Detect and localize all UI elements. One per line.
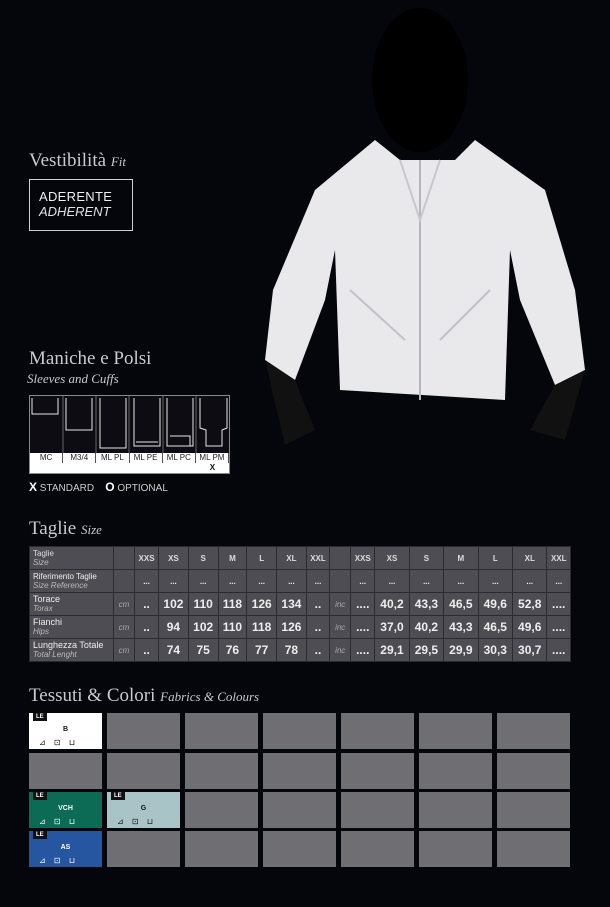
size-value: 40,2 <box>375 593 409 616</box>
size-value: 29,9 <box>444 639 478 662</box>
size-value: .... <box>547 639 571 662</box>
size-value: 77 <box>247 639 277 662</box>
empty-fabric-slot <box>263 792 336 828</box>
size-col-head: XXL <box>547 547 571 570</box>
unit-inc: inc <box>330 639 351 662</box>
size-row-label <box>30 639 114 662</box>
size-value: .... <box>351 593 375 616</box>
empty-fabric-slot <box>263 753 336 789</box>
unit-inc: inc <box>330 616 351 639</box>
fit-value-en: ADHERENT <box>39 204 111 219</box>
size-value: .. <box>306 639 329 662</box>
fabric-swatch[interactable] <box>29 792 102 828</box>
swatch-code: AS <box>60 844 71 851</box>
swatch-tag: LE <box>33 831 47 839</box>
size-value: ... <box>135 570 159 593</box>
sleeve-mark <box>30 463 63 473</box>
size-value: .... <box>547 616 571 639</box>
size-value: 118 <box>218 593 247 616</box>
sleeve-option-labels <box>30 453 229 463</box>
sleeve-mark <box>163 463 196 473</box>
legend-standard: STANDARD <box>39 483 95 494</box>
swatch-tag: LE <box>111 792 125 800</box>
size-header-label <box>30 547 114 570</box>
empty-fabric-slot <box>419 713 492 749</box>
swatch-tag: LE <box>33 713 47 721</box>
empty-fabric-slot <box>497 753 570 789</box>
unit-inc <box>330 570 351 593</box>
unit-cell <box>114 547 135 570</box>
jacket-photo <box>255 0 610 450</box>
sizes-title-en: Size <box>80 522 102 537</box>
size-value: ... <box>513 570 547 593</box>
size-value: 46,5 <box>444 593 478 616</box>
legend-o: O <box>105 480 115 494</box>
size-value: 43,3 <box>444 616 478 639</box>
sleeve-legend <box>29 480 168 494</box>
unit-cm <box>114 570 135 593</box>
sleeve-option-ml-pl: ML PL <box>96 453 129 463</box>
empty-fabric-slot <box>419 831 492 867</box>
size-value: 102 <box>159 593 189 616</box>
size-row-label-it: Fianchi <box>33 617 63 627</box>
size-row-label-en: Hips <box>33 627 50 636</box>
size-value: .. <box>135 639 159 662</box>
fit-box <box>29 179 133 231</box>
size-value: .. <box>135 616 159 639</box>
size-value: .... <box>351 616 375 639</box>
size-value: 78 <box>277 639 307 662</box>
size-value: 94 <box>159 616 189 639</box>
legend-optional: OPTIONAL <box>117 483 168 494</box>
size-value: 40,2 <box>409 616 443 639</box>
size-header-label-it: Taglie <box>33 549 54 558</box>
size-value: ... <box>375 570 409 593</box>
size-value: .. <box>135 593 159 616</box>
care-icons: ⊿ ⊡ ⊔ <box>39 817 79 826</box>
size-value: .. <box>306 616 329 639</box>
fit-title-en: Fit <box>110 154 126 169</box>
size-value: .... <box>351 639 375 662</box>
fabric-swatch[interactable] <box>107 792 180 828</box>
size-value: 37,0 <box>375 616 409 639</box>
sleeve-option-mc: MC <box>30 453 63 463</box>
size-col-head: M <box>444 547 478 570</box>
size-row-label-it: Lunghezza Totale <box>33 640 104 650</box>
size-value: 49,6 <box>513 616 547 639</box>
empty-fabric-slot <box>341 753 414 789</box>
empty-fabric-slot <box>185 753 258 789</box>
size-value: 49,6 <box>478 593 512 616</box>
legend-x: X <box>29 480 38 494</box>
empty-fabric-slot <box>185 792 258 828</box>
size-value: 74 <box>159 639 189 662</box>
size-value: 52,8 <box>513 593 547 616</box>
size-value: ... <box>277 570 307 593</box>
unit-cm: cm <box>114 593 135 616</box>
size-value: ... <box>409 570 443 593</box>
sleeve-mark <box>130 463 163 473</box>
size-col-head: XL <box>513 547 547 570</box>
unit-cm: cm <box>114 616 135 639</box>
sleeves-subtitle: Sleeves and Cuffs <box>27 371 119 386</box>
size-row-label-en: Torax <box>33 604 53 613</box>
size-value: ... <box>478 570 512 593</box>
sleeve-drawings <box>30 396 229 453</box>
size-value: ... <box>218 570 247 593</box>
unit-inc: inc <box>330 593 351 616</box>
size-col-head: XXL <box>306 547 329 570</box>
empty-fabric-slot <box>419 792 492 828</box>
size-value: 43,3 <box>409 593 443 616</box>
empty-fabric-slot <box>341 792 414 828</box>
size-value: ... <box>306 570 329 593</box>
size-row-label <box>30 570 114 593</box>
sizes-title-it: Taglie <box>29 518 77 539</box>
size-value: 30,3 <box>478 639 512 662</box>
empty-fabric-slot <box>107 831 180 867</box>
size-value: .. <box>306 593 329 616</box>
swatch-code: B <box>62 726 69 733</box>
size-header-row <box>30 547 571 570</box>
empty-fabric-slot <box>497 792 570 828</box>
size-row-label <box>30 593 114 616</box>
size-col-head: L <box>247 547 277 570</box>
size-row-label-en: Total Lenght <box>33 650 77 659</box>
sleeve-mark <box>96 463 129 473</box>
size-col-head: M <box>218 547 247 570</box>
swatch-tag: LE <box>33 792 47 800</box>
size-value: 46,5 <box>478 616 512 639</box>
size-value: 76 <box>218 639 247 662</box>
size-value: ... <box>188 570 218 593</box>
sleeve-mark: X <box>209 463 216 472</box>
size-value: 110 <box>218 616 247 639</box>
empty-fabric-slot <box>263 713 336 749</box>
sleeve-option-m34: M3/4 <box>63 453 96 463</box>
size-value: 134 <box>277 593 307 616</box>
sizes-title <box>29 518 102 540</box>
sleeve-option-marks <box>30 463 229 473</box>
sleeve-option-ml-pe: ML PE <box>130 453 163 463</box>
sleeves-title: Maniche e Polsi <box>29 348 152 369</box>
empty-fabric-slot <box>497 831 570 867</box>
size-row <box>30 570 571 593</box>
size-row-label-it: Torace <box>33 594 61 604</box>
size-col-head: XXS <box>135 547 159 570</box>
care-icons: ⊿ ⊡ ⊔ <box>117 817 157 826</box>
unit-cell <box>330 547 351 570</box>
size-value: 30,7 <box>513 639 547 662</box>
unit-cm: cm <box>114 639 135 662</box>
size-header-label-en: Size <box>33 558 49 567</box>
fabric-swatch[interactable] <box>29 831 102 867</box>
size-row <box>30 593 571 616</box>
empty-fabric-slot <box>341 713 414 749</box>
size-value: .... <box>547 593 571 616</box>
size-value: 29,1 <box>375 639 409 662</box>
care-icons: ⊿ ⊡ ⊔ <box>39 856 79 865</box>
size-col-head: XS <box>375 547 409 570</box>
empty-fabric-slot <box>497 713 570 749</box>
sleeve-mark <box>63 463 96 473</box>
empty-fabric-slot <box>107 713 180 749</box>
sleeve-options-box <box>29 395 230 474</box>
swatch-code: VCH <box>58 805 73 812</box>
empty-fabric-slot <box>419 753 492 789</box>
empty-fabric-slot <box>29 753 102 789</box>
fabric-swatch[interactable] <box>29 713 102 749</box>
size-value: 29,5 <box>409 639 443 662</box>
size-col-head: XS <box>159 547 189 570</box>
size-value: ... <box>351 570 375 593</box>
empty-fabric-slot <box>263 831 336 867</box>
size-value: ... <box>247 570 277 593</box>
size-row-label-en: Size Reference <box>33 581 88 590</box>
care-icons: ⊿ ⊡ ⊔ <box>39 738 79 747</box>
fabrics-title-en: Fabrics & Colours <box>160 689 260 704</box>
size-value: 102 <box>188 616 218 639</box>
size-value: 75 <box>188 639 218 662</box>
size-row <box>30 616 571 639</box>
size-value: 110 <box>188 593 218 616</box>
empty-fabric-slot <box>185 713 258 749</box>
empty-fabric-slot <box>341 831 414 867</box>
size-row <box>30 639 571 662</box>
size-row-label-it: Riferimento Taglie <box>33 572 97 581</box>
size-col-head: S <box>188 547 218 570</box>
size-col-head: XXS <box>351 547 375 570</box>
size-table <box>29 546 571 662</box>
fabrics-title <box>29 685 259 707</box>
size-col-head: S <box>409 547 443 570</box>
size-value: ... <box>159 570 189 593</box>
size-value: 126 <box>277 616 307 639</box>
size-col-head: L <box>478 547 512 570</box>
swatch-code: G <box>140 805 147 812</box>
sleeve-option-ml-pm: ML PM <box>196 453 229 463</box>
fit-value-it: ADERENTE <box>39 189 113 204</box>
fabrics-title-it: Tessuti & Colori <box>29 685 156 706</box>
size-value: 118 <box>247 616 277 639</box>
size-value: 126 <box>247 593 277 616</box>
size-col-head: XL <box>277 547 307 570</box>
empty-fabric-slot <box>185 831 258 867</box>
fit-title <box>29 150 126 172</box>
size-value: ... <box>547 570 571 593</box>
sleeve-option-ml-pc: ML PC <box>163 453 196 463</box>
size-value: ... <box>444 570 478 593</box>
empty-fabric-slot <box>107 753 180 789</box>
fit-title-it: Vestibilità <box>29 150 107 171</box>
size-row-label <box>30 616 114 639</box>
